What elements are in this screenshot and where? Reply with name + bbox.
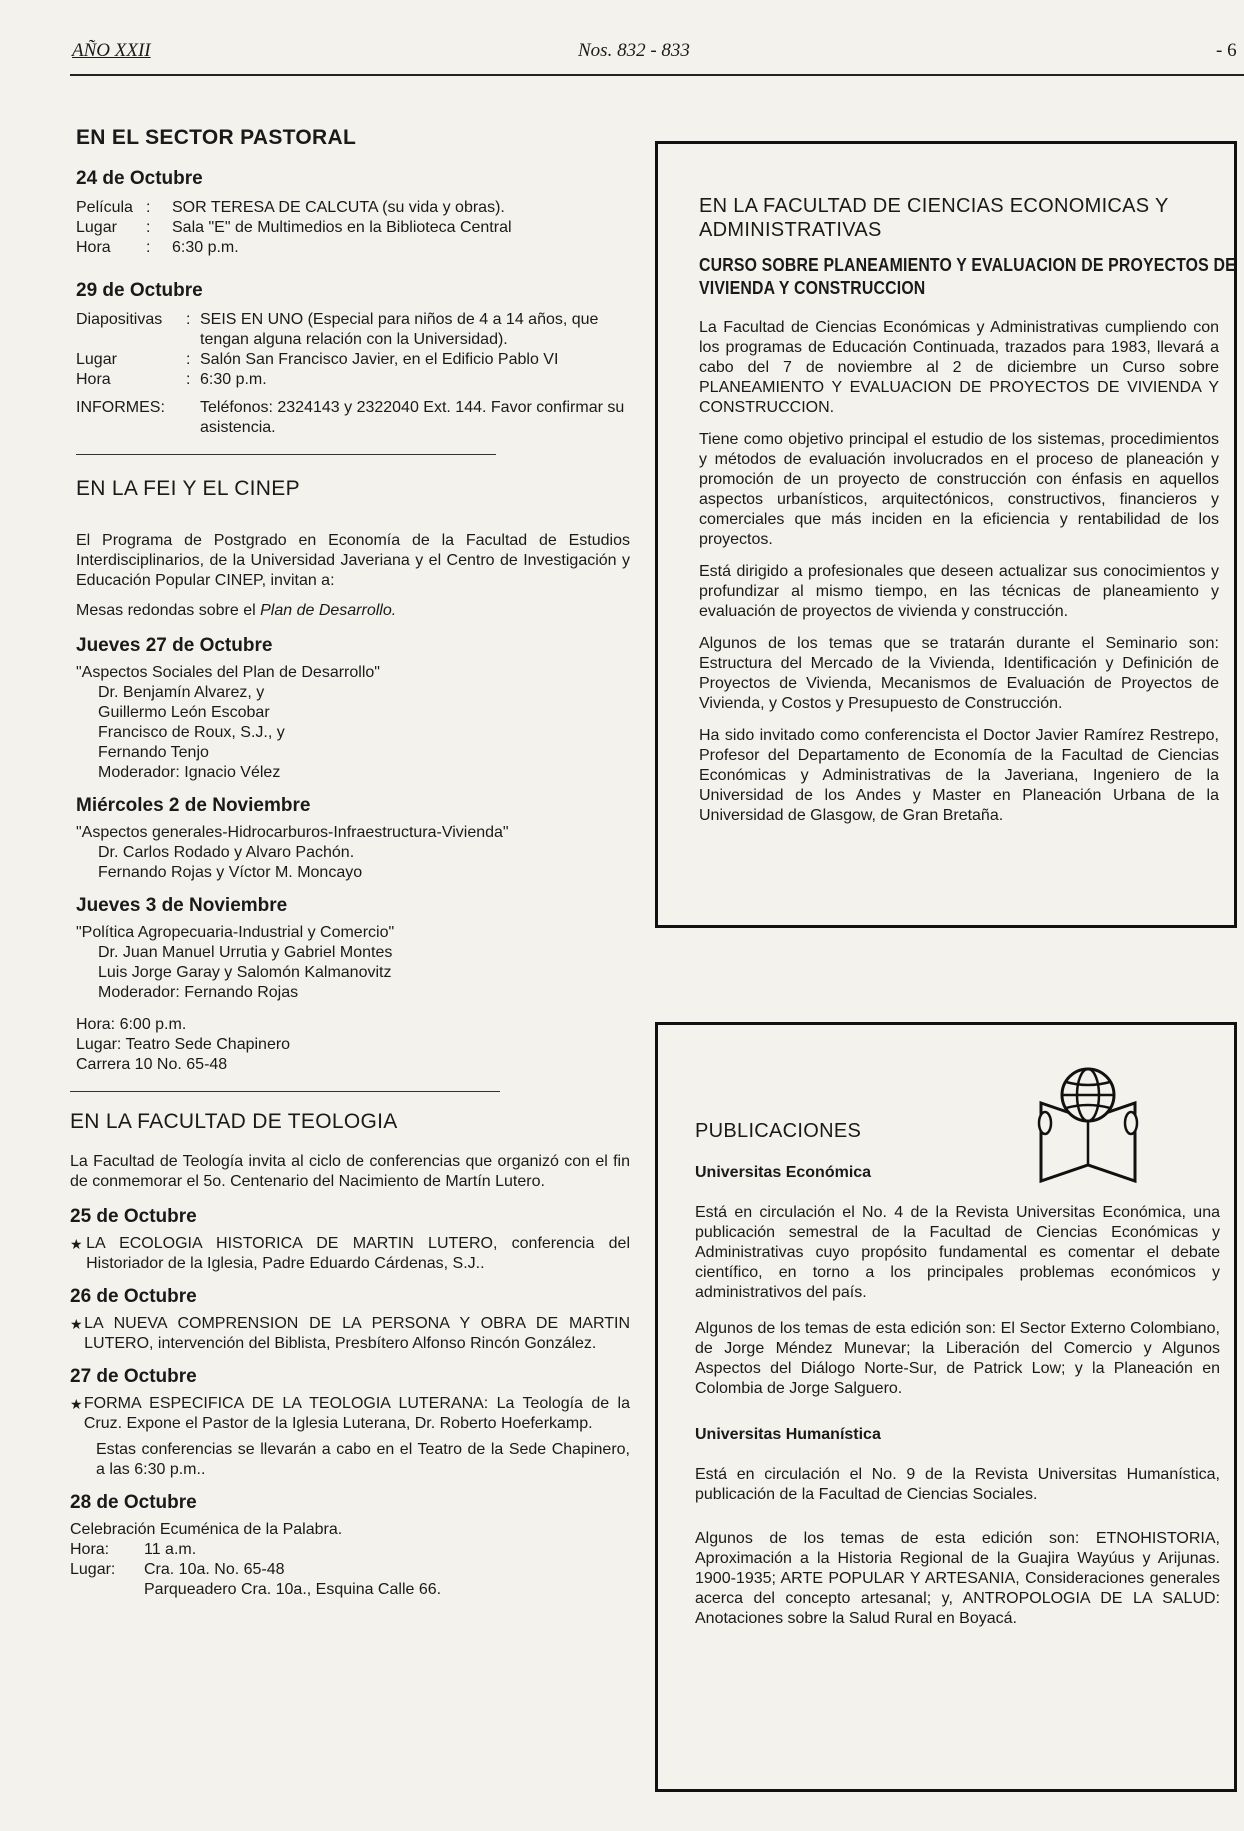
teologia-item-1 bbox=[70, 1234, 630, 1274]
info-key: INFORMES: bbox=[76, 399, 165, 416]
lugar-value: Salón San Francisco Javier, en el Edificio Pablo VI bbox=[200, 351, 559, 368]
panel-line: Dr. Carlos Rodado y Alvaro Pachón. bbox=[98, 844, 355, 861]
economicas-p4: Algunos de los temas que se tratarán durante el Seminario son: Estructura del Mercado de la Vivienda, Identificación y Definición de Proyectos de Vivienda, Mecanismos de Evaluación de Proyectos de Vivienda, y Costos y Presupuesto de Construcción. bbox=[699, 635, 1219, 712]
lugar-key: Lugar bbox=[76, 351, 117, 368]
pastoral-date-29: 29 de Octubre bbox=[76, 280, 203, 301]
fei-title: EN LA FEI Y EL CINEP bbox=[76, 477, 300, 500]
pub-p3: Está en circulación el No. 9 de la Revista Universitas Humanística, publicación de la Facultad de Ciencias Sociales. bbox=[695, 1466, 1220, 1503]
pub-p2: Algunos de los temas de esta edición son: El Sector Externo Colombiano, de Jorge Méndez Munevar; la Liberación del Comercio y Algunos Aspectos del Diálogo Norte-Sur, de Patrick Low; y la Planeación en Colombia de Jorge Salguero. bbox=[695, 1320, 1220, 1397]
row-key: Hora bbox=[76, 239, 111, 256]
fei-date-2: Miércoles 2 de Noviembre bbox=[76, 795, 311, 816]
economicas-p5: Ha sido invitado como conferencista el Doctor Javier Ramírez Restrepo, Profesor del Departamento de Economía de la Facultad de Ciencias Económicas y Administrativas de la Javeriana, Ingeniero de la Universidad de los Andes y Master en Planeación Urbana de la Universidad de Glasgow, de Gran Bretaña. bbox=[699, 727, 1219, 824]
economicas-p1: La Facultad de Ciencias Económicas y Administrativas cumpliendo con los programas de Educación Continuada, trazados para 1983, llevará a cabo del 7 de noviembre al 2 de diciembre un Curso sobre PLANEAMIENTO Y EVALUACION DE PROYECTOS DE VIVIENDA Y CONSTRUCCION. bbox=[699, 319, 1219, 416]
fei-carrera: Carrera 10 No. 65-48 bbox=[76, 1056, 228, 1073]
star-bullet-icon: ★ bbox=[70, 1316, 83, 1332]
row-key: Película bbox=[76, 199, 133, 216]
star-bullet-icon: ★ bbox=[70, 1396, 83, 1412]
volume-label: AÑO XXII bbox=[72, 40, 151, 61]
fei-lugar: Lugar: Teatro Sede Chapinero bbox=[76, 1036, 291, 1053]
publicaciones-title: PUBLICACIONES bbox=[695, 1120, 862, 1142]
diap-value: SEIS EN UNO (Especial para niños de 4 a 14 años, que tengan alguna relación con la Universidad). bbox=[200, 311, 599, 348]
teologia-intro: La Facultad de Teología invita al ciclo de conferencias que organizó con el fin de conmemorar el 5o. Centenario del Nacimiento de Martín Lutero. bbox=[70, 1153, 630, 1190]
teologia-date-3: 27 de Octubre bbox=[70, 1366, 197, 1387]
panel-line: Luis Jorge Garay y Salomón Kalmanovitz bbox=[98, 964, 392, 981]
row-value: Sala "E" de Multimedios en la Biblioteca Central bbox=[172, 219, 512, 236]
panel-line: Francisco de Roux, S.J., y bbox=[98, 724, 285, 741]
panel-line: Dr. Benjamín Alvarez, y bbox=[98, 684, 265, 701]
economicas-content bbox=[699, 194, 1236, 826]
pastoral-29-table bbox=[76, 310, 636, 438]
fei-topic-2: "Aspectos generales-Hidrocarburos-Infraestructura-Vivienda" bbox=[76, 824, 509, 841]
pub-p4: Algunos de los temas de esta edición son: ETNOHISTORIA, Aproximación a la Historia Regional de la Guajira Wayúus y Arijunas. 1900-1935; ARTE POPULAR Y ARTESANIA, Consideraciones generales acerca del concepto artesanal; y, ANTROPOLOGIA DE LA SALUD: Anotaciones sobre la Salud Rural en Boyacá. bbox=[695, 1530, 1220, 1627]
row-colon: : bbox=[186, 371, 191, 388]
pastoral-date-24: 24 de Octubre bbox=[76, 168, 203, 189]
fei-topic-1: "Aspectos Sociales del Plan de Desarrollo" bbox=[76, 664, 380, 681]
panel-line: Moderador: Fernando Rojas bbox=[98, 984, 299, 1001]
header-rule bbox=[70, 74, 1244, 76]
panel-line: Fernando Tenjo bbox=[98, 744, 209, 761]
page-number: - 6 bbox=[1216, 40, 1237, 61]
row-colon: : bbox=[186, 311, 191, 328]
diap-key: Diapositivas bbox=[76, 311, 163, 328]
pastoral-section bbox=[70, 126, 630, 438]
teologia-date-2: 26 de Octubre bbox=[70, 1286, 197, 1307]
item-text: FORMA ESPECIFICA DE LA TEOLOGIA LUTERANA: La Teología de la Cruz. Expone el Pastor de la Iglesia Luterana, Dr. Roberto Hoeferkamp. bbox=[83, 1395, 630, 1432]
fei-date-3: Jueves 3 de Noviembre bbox=[76, 895, 288, 916]
hora-key: Hora: bbox=[70, 1541, 110, 1558]
row-key: Lugar bbox=[76, 219, 117, 236]
teologia-details bbox=[70, 1540, 441, 1600]
panel-line: Dr. Juan Manuel Urrutia y Gabriel Montes bbox=[98, 944, 393, 961]
teologia-date-4: 28 de Octubre bbox=[70, 1492, 197, 1513]
teologia-section bbox=[70, 1110, 630, 1600]
row-colon: : bbox=[146, 199, 151, 216]
economicas-box bbox=[655, 141, 1237, 928]
left-column bbox=[70, 126, 630, 1600]
pub-heading-economica: Universitas Económica bbox=[695, 1164, 872, 1181]
hora-value: 6:30 p.m. bbox=[200, 371, 267, 388]
star-bullet-icon: ★ bbox=[70, 1236, 83, 1252]
hora-key: Hora bbox=[76, 371, 111, 388]
economicas-p2: Tiene como objetivo principal el estudio de los sistemas, procedimientos y métodos de evaluación involucrados en el proceso de planeación y promoción de un proyecto de construcción con énfasis en aquellos aspectos urbanísticos, arquitectónicos, constructivos, financieros y comerciales que más inciden en la eficiencia y rentabilidad de los proyectos. bbox=[699, 431, 1219, 548]
item-text: LA ECOLOGIA HISTORICA DE MARTIN LUTERO, conferencia del Historiador de la Iglesia, Padre Eduardo Cárdenas, S.J.. bbox=[86, 1235, 630, 1272]
item-text: LA NUEVA COMPRENSION DE LA PERSONA Y OBRA DE MARTIN LUTERO, intervención del Biblista, Presbítero Alfonso Rincón González. bbox=[84, 1315, 630, 1352]
hora-value: 11 a.m. bbox=[144, 1541, 197, 1558]
panel-line: Moderador: Ignacio Vélez bbox=[98, 764, 281, 781]
teologia-title: EN LA FACULTAD DE TEOLOGIA bbox=[70, 1110, 398, 1133]
teologia-date-1: 25 de Octubre bbox=[70, 1206, 197, 1227]
issue-number: Nos. 832 - 833 bbox=[578, 40, 690, 61]
teologia-item-3 bbox=[70, 1394, 630, 1434]
pub-heading-humanistica: Universitas Humanística bbox=[695, 1426, 881, 1443]
section-divider bbox=[70, 1091, 500, 1092]
panel-line: Guillermo León Escobar bbox=[98, 704, 270, 721]
fei-section bbox=[70, 477, 630, 1075]
fei-hora: Hora: 6:00 p.m. bbox=[76, 1016, 187, 1033]
lugar-key: Lugar: bbox=[70, 1561, 116, 1578]
fei-intro: El Programa de Postgrado en Economía de la Facultad de Estudios Interdisciplinarios, de la Universidad Javeriana y el Centro de Investigación y Educación Popular CINEP, invitan a: bbox=[76, 532, 630, 589]
section-divider bbox=[76, 454, 496, 455]
mesas-italic: Plan de Desarrollo. bbox=[260, 602, 397, 619]
fei-panel-2 bbox=[76, 843, 630, 883]
teologia-note: Estas conferencias se llevarán a cabo en el Teatro de la Sede Chapinero, a las 6:30 p.m.. bbox=[96, 1441, 630, 1478]
economicas-subtitle: CURSO SOBRE PLANEAMIENTO Y EVALUACION DE PROYECTOS DE VIVIENDA Y CONSTRUCCION bbox=[699, 255, 1236, 298]
pastoral-24-table bbox=[76, 198, 512, 258]
fei-date-1: Jueves 27 de Octubre bbox=[76, 635, 273, 656]
publicaciones-box bbox=[655, 1022, 1237, 1792]
pub-p1: Está en circulación el No. 4 de la Revista Universitas Económica, una publicación semestral de la Facultad de Ciencias Económicas y Administrativas cuyo propósito fundamental es comentar el debate científico, en torno a los principales problemas económicos y administrativos del país. bbox=[695, 1204, 1220, 1301]
info-value: Teléfonos: 2324143 y 2322040 Ext. 144. Favor confirmar su asistencia. bbox=[200, 399, 625, 436]
fei-topic-3: "Política Agropecuaria-Industrial y Comercio" bbox=[76, 924, 395, 941]
fei-mesas bbox=[76, 601, 630, 621]
row-colon: : bbox=[186, 351, 191, 368]
fei-panel-1 bbox=[76, 683, 630, 783]
lugar-value-2: Parqueadero Cra. 10a., Esquina Calle 66. bbox=[144, 1581, 442, 1598]
teologia-item-2 bbox=[70, 1314, 630, 1354]
row-colon: : bbox=[146, 239, 151, 256]
row-value: SOR TERESA DE CALCUTA (su vida y obras). bbox=[172, 199, 505, 216]
mesas-pre: Mesas redondas sobre el bbox=[76, 602, 261, 619]
teologia-item-4: Celebración Ecuménica de la Palabra. bbox=[70, 1521, 343, 1538]
fei-panel-3 bbox=[76, 943, 630, 1003]
row-colon: : bbox=[146, 219, 151, 236]
panel-line: Fernando Rojas y Víctor M. Moncayo bbox=[98, 864, 363, 881]
pastoral-title: EN EL SECTOR PASTORAL bbox=[76, 126, 357, 149]
economicas-title: EN LA FACULTAD DE CIENCIAS ECONOMICAS Y ADMINISTRATIVAS bbox=[699, 195, 1169, 241]
row-value: 6:30 p.m. bbox=[172, 239, 239, 256]
lugar-value: Cra. 10a. No. 65-48 bbox=[144, 1561, 285, 1578]
publicaciones-content bbox=[695, 1120, 1220, 1629]
economicas-p3: Está dirigido a profesionales que deseen actualizar sus conocimientos y profundizar al mismo tiempo, en las técnicas de planeamiento y evaluación de proyectos de vivienda y construcción. bbox=[699, 563, 1219, 620]
